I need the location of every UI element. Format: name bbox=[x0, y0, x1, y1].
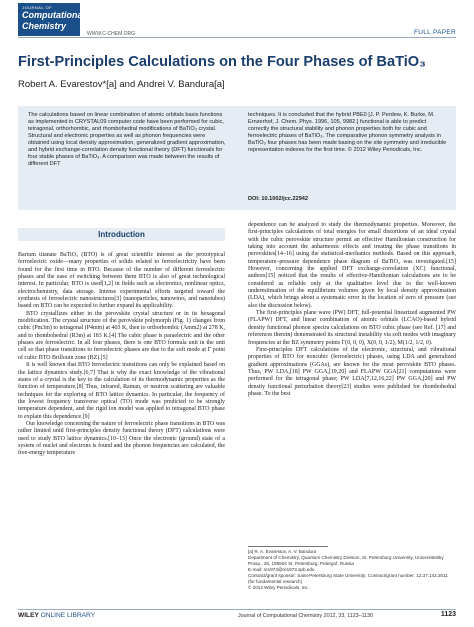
footnote-affiliation: Department of Chemistry, Quantum Chemistry Division, St. Petersburg University, Universitetsky Prosp., 26, 198504 St. Petersburg, Petergof, Russia bbox=[248, 555, 444, 566]
paper-authors: Robert A. Evarestov*[a] and Andrei V. Bandura[a] bbox=[18, 79, 225, 90]
page-number: 1123 bbox=[440, 611, 456, 618]
publisher-name: WILEY bbox=[18, 612, 39, 619]
paragraph: BTO crystallizes either in the perovskite crystal structure or in its hexagonal modification. The crystal structure of the perovskite polymorph (Fig. 1) changes from cubic (Pm3m) to tetragonal (P4mm) at 403 K, then to orthorhombic (Amm2) at 278 K, and to rhombohedral (R3m) at 183 K.[4] The cubic phase is paraelectric and the other phases are ferroelectric. In all four phases, there is one BTO formula unit in the unit cell so that phase transitions to ferroelectric phases are due to the soft mode at Γ point of cubic BTO Brillouin zone (BZ).[5] bbox=[18, 310, 225, 361]
header-divider bbox=[18, 37, 456, 38]
journal-logo bbox=[18, 3, 85, 36]
journal-url: WWW.C-CHEM.ORG bbox=[87, 31, 136, 37]
section-label: FULL PAPER bbox=[413, 29, 456, 36]
online-library-label: ONLINE LIBRARY bbox=[40, 612, 96, 619]
footnote-copyright: © 2012 Wiley Periodicals, Inc. bbox=[248, 585, 310, 590]
paragraph: dependence can be analyzed to study the thermodynamic properties. Moreover, the first-principles calculations of total energies for small distortions of an ideal crystal with the cubic perovskite structure permit an effective Hamiltonian construction for taking into account the anharmonic effects and treating the phase transitions in perovskites[14–16] using the statistical-mechanics methods. Based on this approach, temperature–pressure dependence phase diagram of BaTiO₃ was investigated.[15] However, concerning the applied DFT exchange-correlation (XC) functional, authors[15] noticed that the results of effective-Hamiltonian calculations are to be considered as reliable only at the qualitative level due to the well-known underestimation of the equilibrium volumes given by local density approximation (LDA), which brings about a systematic error in the location of zero of pressure (see also the discussion below). bbox=[248, 222, 456, 309]
journal-logo-small: JOURNAL OF bbox=[22, 5, 53, 10]
footnotes bbox=[248, 549, 456, 591]
publisher-logo bbox=[18, 612, 95, 619]
footnote-divider bbox=[248, 546, 328, 547]
paragraph: Our knowledge concerning the nature of ferroelectric phase transitions in BTO was rather limited until first-principles density functional theory (DFT) calculations were used to study BTO lattice dynamics.[10–13] Once the electronic (ground) state of a system of nuclei and electrons is found and the phonon frequencies are calculated, the free-energy temperature bbox=[18, 420, 225, 457]
section-heading-introduction: Introduction bbox=[18, 228, 225, 241]
paragraph: The first-principles plane wave (PW) DFT, full-potential linearized augmented PW (FLAPW) DFT, and linear combination of atomic orbitals (LCAO)-based hybrid density functional phonon spectra calculations on BTO cubic phase (see Ref. [17] and references therein) demonstrated its structural instability via soft modes with imaginary frequencies at the BZ symmetry points Γ(0, 0, 0), X(0, 0, 1/2), M(1/2, 1/2, 0). bbox=[248, 310, 456, 346]
paragraph: First-principles DFT calculations of the electronic, structural, and vibrational properties of BTO for noncubic (ferroelectric) phases, using LDA and generalized gradient approximations (GGAs), are known for the most perovskite BTO phases. Thus, PW LDA,[18] PW GGA,[19,20] and FLAPW GGA[21] computations were performed for the tetragonal phase; PW LDA[7,12,16,22] PW GGA,[20] and PW density functional perturbation theory[23] studies were published for rhombohedral phase. To the best bbox=[248, 346, 456, 397]
footnote-affiliation-label: [a] R. A. Evarestov, A. V. Bandura bbox=[248, 549, 317, 554]
body-column-left bbox=[18, 252, 225, 458]
journal-logo-line2: Chemistry bbox=[22, 21, 67, 31]
abstract-box bbox=[18, 106, 456, 210]
footnote-grant: Contract/grant sponsor: Saint-Petersburg State University; Contract/grant number: 12.37.142.2011 (for fundamental research) bbox=[248, 573, 448, 584]
journal-reference: Journal of Computational Chemistry 2012, 33, 1123–1130 bbox=[238, 613, 373, 619]
paragraph: It is well known that BTO ferroelectric transitions can only be explained based on the lattice dynamics study.[6,7] That is why the exact knowledge of the vibrational states of a crystal is the key to the calculation of its thermodynamic properties as the function of temperature.[8] Thus, infrared, Raman, or neutron scattering are valuable techniques for the exploring of BTO lattice dynamics. In particular, the frequency of the lowest frequency transverse optical (TO) mode was predicted to be strongly temperature dependent, and the rigid ion model was applied to tetragonal BTO phase to explain this dependence.[9] bbox=[18, 362, 225, 420]
paper-title: First-Principles Calculations on the Four Phases of BaTiO₃ bbox=[18, 54, 426, 70]
paragraph: Barium titanate BaTiO₃ (BTO) is of great scientific interest as the prototypical ferroelectric oxide—many properties of solids related to ferroelectricity have been found for the first time in BTO. Because of the number of different ferroelectric phases and the ease of switching between them BTO is also of great technological interest. In particular, BTO is used[1,2] in fields such as electronics, nonlinear optics, electrochemistry, data storage. Intense experimental efforts targeted toward the synthesis of ferroelectric nanostructures[3] (nanoparticles, nanowires, and nanotubes) based on BTO can be expected to further expand its applicability. bbox=[18, 252, 225, 310]
footnote-email[interactable]: E-mail: re1973@re1973.spb.edu bbox=[248, 567, 315, 572]
doi: DOI: 10.1002/jcc.22942 bbox=[248, 196, 309, 202]
footer-divider bbox=[18, 609, 456, 610]
abstract-left: The calculations based on linear combination of atomic orbitals basis functions as implemented in CRYSTAL09 computer code have been performed for cubic, tetragonal, orthorhombic, and rhombohedral modifications of BaTiO₃ crystal. Structural and electronic properties as well as phonon frequencies were obtained using local density approximation, generalized gradient approximation, and hybrid exchange-correlation density functional theory (DFT) functionals for four stable phases of BaTiO₃. A comparison was made between the results of different DFT bbox=[28, 112, 226, 168]
body-column-right bbox=[248, 222, 456, 398]
abstract-right: techniques. It is concluded that the hybrid PBE0 [J. P. Perdew, K. Burke, M. Ernzerhof, J. Chem. Phys. 1996, 105, 9982.] functional is able to predict correctly the structural stability and phonon properties both for cubic and ferroelectric phases of BaTiO₃. The comparative phonon symmetry analysis in BaTiO₃ four phases has been made basing on the site symmetry and irreducible representation indexes for the first time. © 2012 Wiley Periodicals, Inc. bbox=[248, 112, 447, 154]
journal-logo-line1: Computational bbox=[22, 10, 85, 20]
header-bar bbox=[0, 0, 474, 38]
